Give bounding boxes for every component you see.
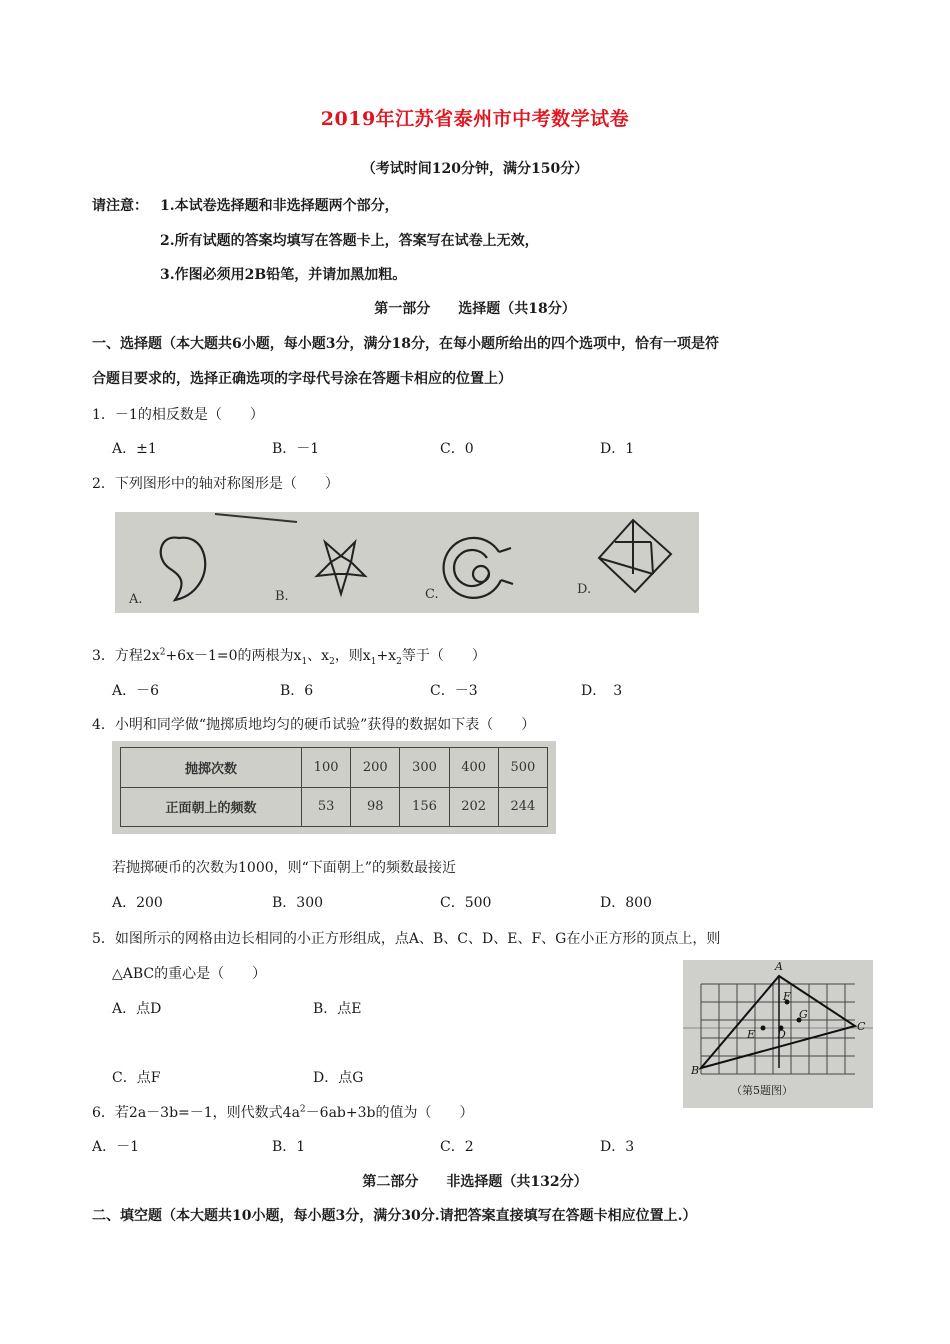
table-cell: 98 — [351, 787, 400, 827]
point-label-d: D — [777, 1028, 786, 1041]
point-e — [761, 1026, 766, 1031]
q3-option-a: A．－6 — [112, 683, 160, 699]
page-title: 2019年江苏省泰州市中考数学试卷 — [320, 108, 630, 130]
q3-option-b: B．6 — [280, 683, 314, 699]
q5-stem-line2: △ABC的重心是（ ） — [112, 966, 267, 982]
table-cell: 53 — [302, 787, 351, 827]
table-cell: 500 — [498, 748, 547, 788]
q4-option-c: C．500 — [440, 895, 492, 911]
q4-table — [120, 747, 548, 827]
q1-option-c: C．0 — [440, 441, 474, 457]
notice-item-1: 1.本试卷选择题和非选择题两个部分， — [160, 198, 399, 214]
q4-table-photo — [112, 741, 556, 834]
q5-stem-line1: 5．如图所示的网格由边长相同的小正方形组成，点A、B、C、D、E、F、G在小正方形的顶点上，则 — [92, 931, 721, 947]
q6-option-c: C．2 — [440, 1139, 474, 1155]
notice-label: 请注意： — [92, 198, 148, 214]
q1-option-a: A．±1 — [112, 441, 157, 457]
table-cell: 400 — [449, 748, 498, 788]
q4-option-b: B．300 — [272, 895, 324, 911]
q3-option-c: C．－3 — [430, 683, 478, 699]
shape-d-square-icon — [599, 520, 671, 592]
q5-option-b: B．点E — [313, 1001, 362, 1017]
notice-item-2: 2.所有试题的答案均填写在答题卡上，答案写在试卷上无效， — [160, 233, 539, 249]
section1-line2: 合题目要求的，选择正确选项的字母代号涂在答题卡相应的位置上） — [92, 371, 512, 387]
figure-caption: （第5题图） — [731, 1084, 793, 1097]
section1-line1: 一、选择题（本大题共6小题，每小题3分，满分18分，在每小题所给出的四个选项中，恰有一项是符 — [92, 336, 719, 352]
table-cell: 200 — [351, 748, 400, 788]
point-label-b: B — [691, 1064, 700, 1077]
q4-option-a: A．200 — [112, 895, 163, 911]
shape-b-star-icon — [317, 542, 365, 594]
q1-stem: 1．－1的相反数是（ ） — [92, 407, 264, 423]
q1-option-d: D．1 — [600, 441, 635, 457]
shape-a-icon — [161, 538, 206, 600]
exam-info: （考试时间120分钟，满分150分） — [361, 161, 589, 177]
point-label-f: F — [783, 990, 791, 1003]
q6-option-b: B．1 — [272, 1139, 306, 1155]
q5-option-c: C．点F — [112, 1070, 161, 1086]
q6-stem: 6．若2a－3b=－1，则代数式$4a^2-6ab+3b$的值为（ ） — [92, 1104, 474, 1121]
table-header-throws: 抛掷次数 — [121, 748, 302, 788]
table-cell: 244 — [498, 787, 547, 827]
notice-item-3: 3.作图必须用2B铅笔，并请加黑加粗。 — [160, 267, 407, 283]
triangle-abc — [701, 976, 855, 1068]
q6-option-d: D．3 — [600, 1139, 635, 1155]
shape-c-ring-icon — [444, 538, 513, 598]
point-label-e: E — [747, 1028, 756, 1041]
part2-heading: 第二部分 非选择题（共132分） — [362, 1174, 588, 1190]
point-label-g: G — [799, 1008, 808, 1021]
pen-stroke-mark — [215, 514, 297, 522]
q3-stem: 3．方程$2x^2+6x-1=0$的两根为$x_1$、$x_2$，则$x_1+x_2$等于（ ） — [92, 647, 486, 667]
table-cell: 100 — [302, 748, 351, 788]
q2-stem: 2．下列图形中的轴对称图形是（ ） — [92, 476, 339, 492]
q2-label-c: C. — [425, 587, 439, 602]
q5-figure — [683, 960, 873, 1108]
q6-option-a: A．－1 — [92, 1139, 140, 1155]
table-cell: 300 — [400, 748, 449, 788]
section2-heading: 二、填空题（本大题共10小题，每小题3分，满分30分.请把答案直接填写在答题卡相应位置上.） — [92, 1208, 697, 1224]
table-cell: 156 — [400, 787, 449, 827]
q4-option-d: D．800 — [600, 895, 652, 911]
table-header-heads: 正面朝上的频数 — [121, 787, 302, 827]
q3-option-d: D． 3 — [581, 683, 623, 699]
q1-option-b: B．－1 — [272, 441, 320, 457]
part1-heading: 第一部分 选择题（共18分） — [374, 301, 576, 317]
table-cell: 202 — [449, 787, 498, 827]
q2-label-b: B. — [275, 589, 289, 604]
point-label-c: C — [857, 1020, 866, 1033]
q4-stem: 4．小明和同学做“抛掷质地均匀的硬币试验”获得的数据如下表（ ） — [92, 717, 536, 733]
q5-option-d: D．点G — [313, 1070, 364, 1086]
q2-label-d: D. — [577, 582, 592, 597]
q4-follow-up: 若抛掷硬币的次数为1000，则“下面朝上”的频数最接近 — [112, 860, 456, 876]
q2-label-a: A. — [129, 592, 143, 607]
point-label-a: A — [775, 960, 783, 973]
q2-figure — [115, 512, 699, 613]
q5-option-a: A．点D — [112, 1001, 162, 1017]
